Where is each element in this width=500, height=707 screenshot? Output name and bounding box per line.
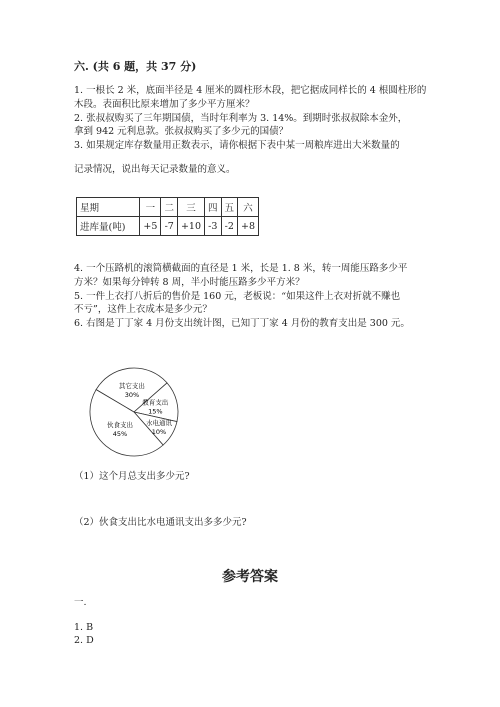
slice-label: 水电通讯 [145,418,172,427]
table-value-row [77,217,259,236]
answer-2: 2. D [74,635,94,646]
question-2-line-2: 拿到 942 元利息款。张叔叔购买了多少元的国债？ [74,126,289,137]
slice-value-label: 15% [148,407,163,416]
table-value: -2 [221,217,238,236]
table-value: -7 [161,217,178,236]
answers-title: 参考答案 [222,569,278,585]
sub-question-1: （1）这个月总支出多少元? [74,471,190,482]
slice-value-label: 10% [151,427,167,436]
table-value: +10 [177,217,204,236]
table-day: 一 [140,198,161,217]
section-title: 六. (共 6 题，共 37 分) [74,60,197,73]
slice-value-label: 45% [112,429,128,438]
table-day: 三 [177,198,204,217]
table-day: 二 [161,198,178,217]
question-1: 1. 一根长 2 米，底面半径是 4 厘米的圆柱形木段，把它据成同样长的 4 根圆柱形的木段。表面积比原来增加了多少平方厘米？ [74,85,427,110]
table-value: +5 [140,217,161,236]
table-day: 六 [238,198,259,217]
question-5-line-1: 5. 一件上衣打八折后的售价是 160 元，老板说：“如果这件上衣对折就不赚也 [74,291,401,302]
question-4-line-2: 方米？如果每分钟转 8 周，半小时能压路多少平方米？ [74,277,305,288]
expense-pie-chart [84,352,184,472]
slice-label: 伙食支出 [106,420,133,429]
table-header-label: 星期 [77,198,140,217]
table-value: -3 [205,217,222,236]
table-row-label: 进库量(吨) [77,217,140,236]
table-value: +8 [238,217,259,236]
table-header-row [77,198,259,217]
question-3-line-1: 3. 如果规定库存数量用正数表示，请你根据下表中某一周粮库进出大米数量的 [74,140,400,151]
sub-question-2: （2）伙食支出比水电通讯支出多多少元? [74,517,247,528]
question-6: 6. 右图是丁丁家 4 月份支出统计图，已知丁丁家 4 月份的教育支出是 300 元。 [74,318,410,329]
question-5-line-2: 不亏”，这件上衣成本是多少元？ [74,304,212,315]
grain-storage-table [76,197,259,236]
slice-label: 教育支出 [142,398,169,407]
question-3-line-2: 记录情况，说出每天记录数量的意义。 [74,164,236,175]
question-4-line-1: 4. 一个压路机的滚筒横截面的直径是 1 米，长是 1. 8 米，转一周能压路多少平 [74,263,408,274]
slice-value-label: 30% [124,391,140,400]
answers-part-label: 一. [74,597,87,608]
table-day: 四 [205,198,222,217]
table-day: 五 [221,198,238,217]
question-2-line-1: 2. 张叔叔购买了三年期国债，当时年利率为 3. 14%。到期时张叔叔除本金外， [74,113,408,124]
slice-label: 其它支出 [118,382,145,391]
answer-1: 1. B [74,622,94,633]
